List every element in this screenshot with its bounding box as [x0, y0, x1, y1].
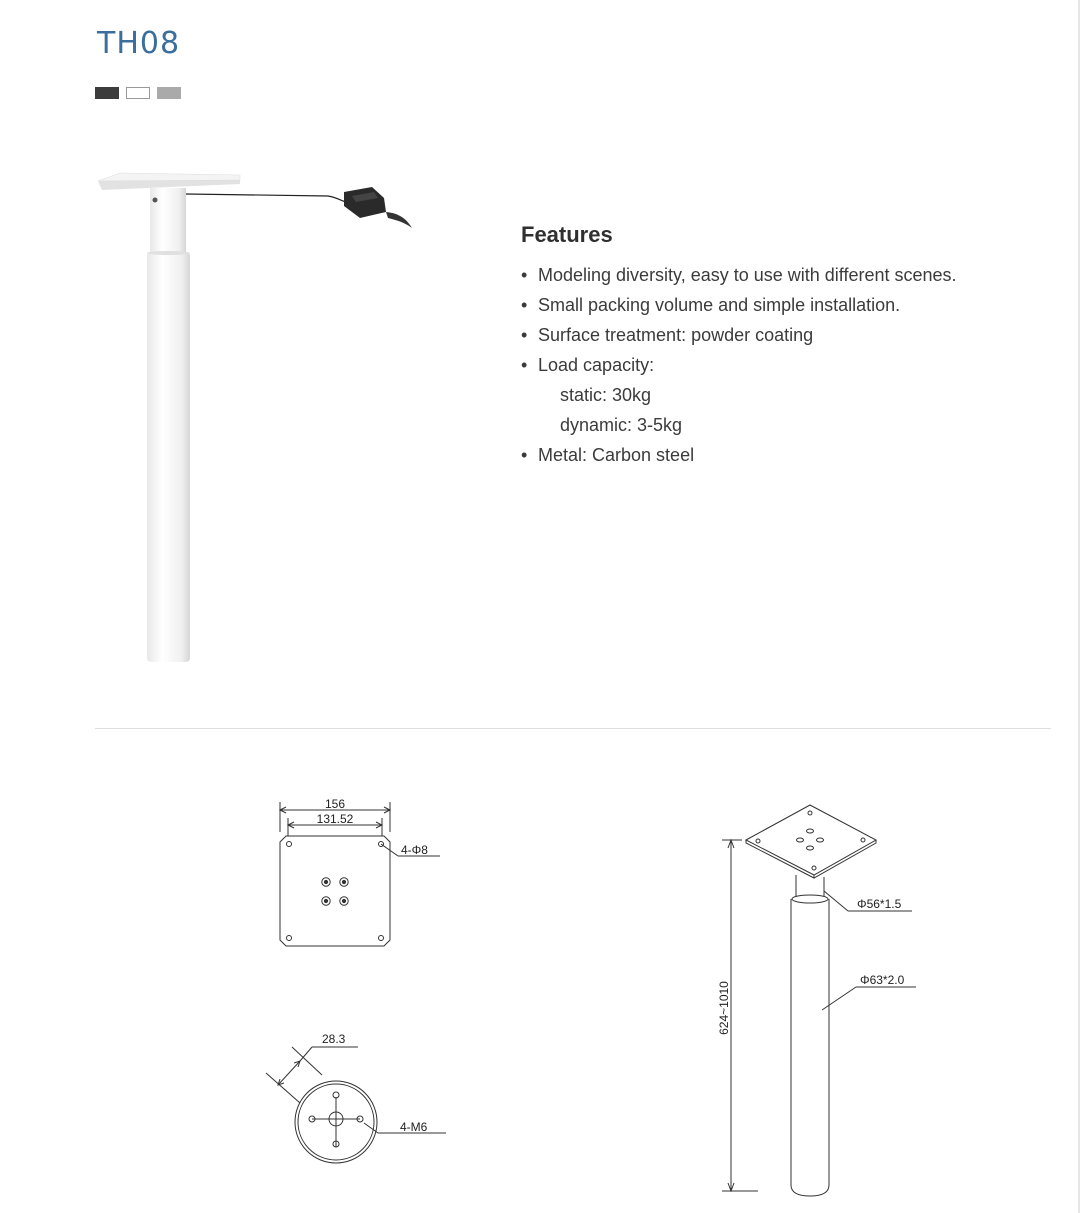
product-model-title: TH08: [97, 26, 181, 61]
feature-item: • Surface treatment: powder coating: [521, 320, 957, 350]
dim-upper-tube: Φ56*1.5: [857, 897, 902, 911]
features-heading: Features: [521, 222, 613, 247]
color-swatch-white[interactable]: [126, 87, 150, 99]
dim-plate-hole-spacing: 131.52: [316, 812, 354, 826]
tube-bottom-drawing: [260, 1025, 460, 1175]
feature-subitem: dynamic: 3-5kg: [560, 415, 683, 435]
feature-item: • Load capacity:: [521, 350, 957, 380]
product-photo: [90, 160, 430, 680]
dim-thread-holes: 4-M6: [400, 1120, 428, 1134]
feature-item: • Metal: Carbon steel: [521, 440, 957, 470]
dim-plate-width: 156: [324, 797, 346, 811]
leg-side-drawing: [700, 795, 940, 1200]
color-swatch-gray[interactable]: [157, 87, 181, 99]
color-swatches: [95, 87, 181, 99]
top-plate-drawing: [260, 790, 460, 960]
dim-height-range: 624~1010: [717, 981, 731, 1035]
dim-plate-holes: 4-Φ8: [401, 843, 428, 857]
section-divider: [95, 728, 1051, 729]
dim-lower-tube: Φ63*2.0: [860, 973, 905, 987]
feature-item: • Modeling diversity, easy to use with different scenes.: [521, 260, 957, 290]
color-swatch-dark[interactable]: [95, 87, 119, 99]
dim-hole-offset: 28.3: [322, 1032, 346, 1046]
features-list: [521, 260, 957, 470]
feature-item: • Small packing volume and simple installation.: [521, 290, 957, 320]
features-section: [521, 222, 957, 470]
feature-subitem: static: 30kg: [560, 385, 652, 405]
